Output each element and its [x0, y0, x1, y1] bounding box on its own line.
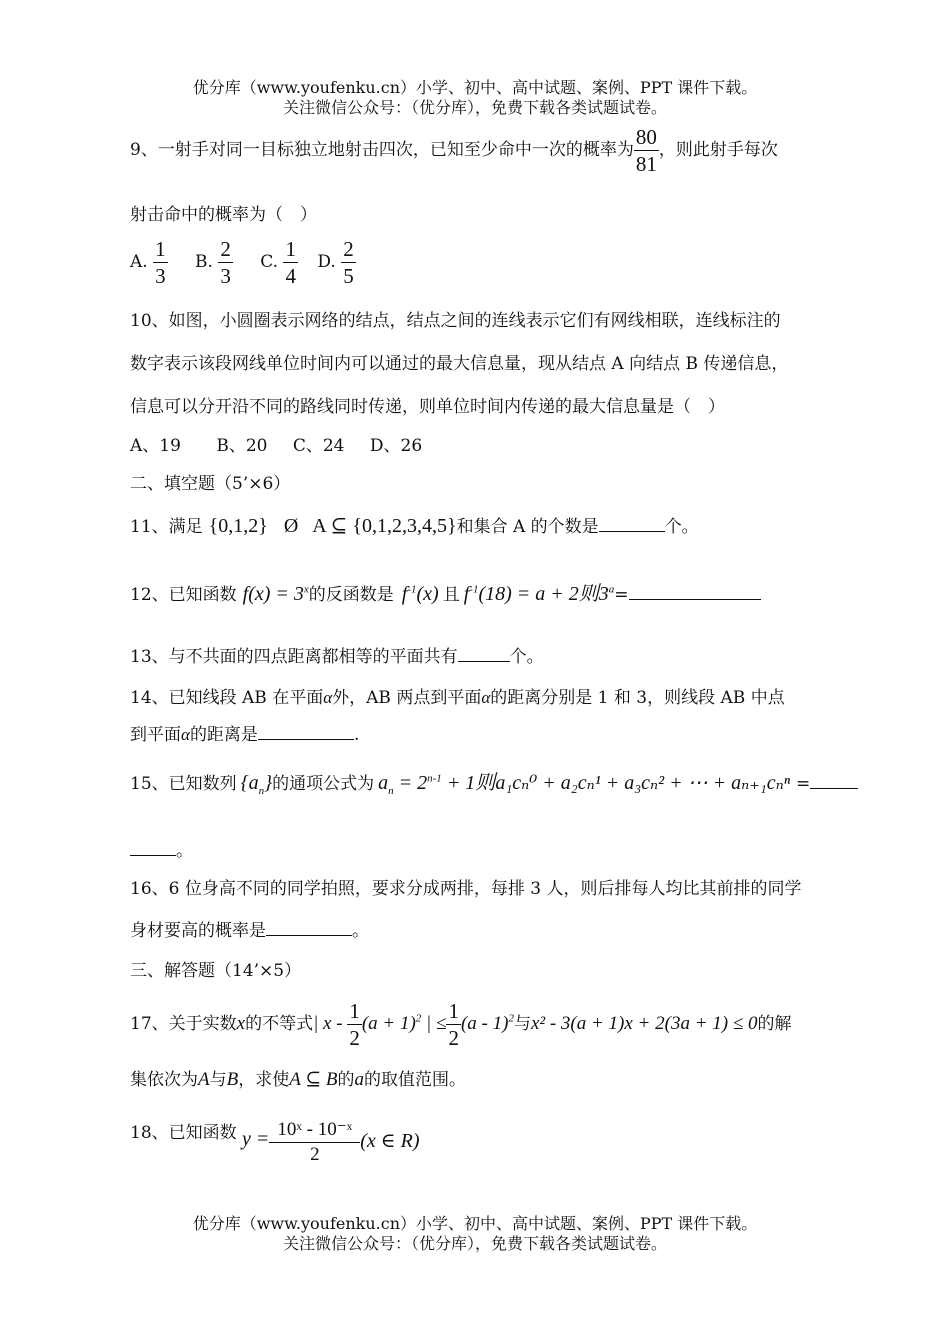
q14-text-d: 到平面 — [130, 725, 181, 745]
q9-option-c: C. $\frac{1}{4}$ — [260, 237, 296, 288]
q12-mid: 的反函数是 — [308, 585, 394, 605]
q17-prefix: 17、关于实数 — [130, 1013, 237, 1034]
q9-text-a: 9、一射手对同一目标独立地射击四次，已知至少命中一次的概率为 — [130, 140, 634, 160]
q10-option-d: D、26 — [369, 436, 423, 456]
q12-inverse: $f^{-1}(x)$ — [401, 583, 439, 605]
q13-answer-blank[interactable] — [458, 661, 510, 662]
question-16-line-1: 16、6 位身高不同的同学拍照，要求分成两排，每排 3 人，则后排每人均比其前排的同学 — [130, 879, 802, 899]
q13-end: 个。 — [509, 647, 544, 667]
q14-alpha-1: α — [323, 688, 333, 707]
q17-text-c: 的 — [337, 1070, 355, 1090]
q11-set-2: A ⊆ {0,1,2,3,4,5} — [312, 515, 457, 537]
q14-end: . — [353, 725, 360, 745]
q17-inequality-1: | x - $\frac{1}{2}$ $(a + 1)^2$ | ≤ $\frac{1}{2}$ (a - 1)$^2$ — [313, 999, 514, 1050]
question-9-options — [130, 236, 356, 289]
question-15-line-2 — [130, 836, 193, 861]
q17-text-a: 集依次为 — [130, 1070, 198, 1090]
question-13 — [130, 642, 544, 667]
q17-x: x — [236, 1012, 246, 1034]
q18-fraction: $\frac{\text{10ˣ - 10⁻ˣ}}{2}$ — [269, 1118, 360, 1167]
q17-text-b: ，求使 — [238, 1070, 290, 1090]
q15-sum: a₁cₙ⁰ + a₂cₙ¹ + a₃cₙ² + ⋯ + aₙ₊₁cₙⁿ — [495, 772, 791, 794]
section-3-title: 三、解答题（14’×5） — [130, 961, 302, 981]
header-line-2: 关注微信公众号：（优分库），免费下载各类试题试卷。 — [282, 98, 667, 117]
question-17-line-1 — [130, 998, 792, 1051]
q13-text: 13、与不共面的四点距离都相等的平面共有 — [130, 647, 458, 667]
q12-prefix: 12、已知函数 — [130, 585, 237, 605]
question-18 — [130, 1118, 419, 1167]
question-9-line-1 — [130, 124, 778, 177]
question-10-options — [130, 431, 422, 456]
footer-line-2: 关注微信公众号：（优分库），免费下载各类试题试卷。 — [282, 1234, 667, 1253]
q14-alpha-3: α — [181, 725, 190, 744]
q17-text-d: 的取值范围。 — [364, 1070, 467, 1090]
question-14-line-1 — [130, 683, 785, 708]
question-9-line-2: 射击命中的概率为（ ） — [130, 205, 317, 225]
q17-subset: A ⊆ B — [289, 1069, 338, 1090]
q11-suffix: 和集合 A 的个数是 — [456, 517, 599, 537]
question-17-line-2 — [130, 1065, 466, 1091]
question-16-line-2 — [130, 916, 369, 941]
q17-a: a — [354, 1069, 365, 1090]
q17-set-a: A — [198, 1069, 210, 1090]
q17-suffix: 的解 — [757, 1013, 792, 1034]
header-line-1: 优分库（www.youfenku.cn）小学、初中、高中试题、案例、PPT 课件下载。 — [192, 78, 758, 97]
q10-option-c: C、24 — [292, 436, 345, 456]
q15-sequence: $\{a_n\}$ — [240, 772, 273, 797]
q9-frac-num: 80 — [635, 125, 657, 149]
q17-yu: 与 — [209, 1070, 227, 1090]
q16-end: 。 — [352, 921, 369, 941]
question-10-line-3: 信息可以分开沿不同的路线同时传递，则单位时间内传递的最大信息量是（ ） — [130, 397, 725, 417]
q9-frac-den: 81 — [635, 152, 657, 176]
q11-prefix: 11、满足 — [130, 517, 203, 537]
q14-text-b: 外，AB 两点到平面 — [332, 688, 482, 708]
q18-domain: (x ∈ R) — [360, 1130, 420, 1152]
q17-and: 与 — [513, 1013, 531, 1034]
q14-text-a: 14、已知线段 AB 在平面 — [130, 688, 324, 708]
q18-y: y = — [242, 1128, 270, 1150]
q11-set-1: {0,1,2} — [208, 515, 268, 537]
footer-line-1: 优分库（www.youfenku.cn）小学、初中、高中试题、案例、PPT 课件下载。 — [192, 1214, 758, 1233]
q15-formula: $a_n = 2^{n-1} + 1$则a₁cₙ⁰ + a₂cₙ¹ + a₃cₙ² + ⋯ + aₙ₊₁cₙⁿ — [378, 772, 791, 797]
q15-prefix: 15、已知数列 — [130, 774, 237, 794]
q15-answer-blank-a[interactable] — [810, 788, 858, 789]
q14-answer-blank[interactable] — [258, 739, 354, 740]
question-14-line-2 — [130, 720, 359, 745]
q9-fraction — [634, 124, 659, 177]
q14-text-c: 的距离分别是 1 和 3，则线段 AB 中点 — [490, 688, 785, 708]
question-11 — [130, 512, 699, 538]
q11-symbol: Ø — [283, 515, 299, 537]
q16-text: 身材要高的概率是 — [130, 921, 266, 941]
q9-text-b: ，则此射手每次 — [658, 140, 778, 160]
q17-mid: 的不等式 — [245, 1013, 314, 1034]
q16-answer-blank[interactable] — [266, 935, 352, 936]
section-2-title: 二、填空题（5’×6） — [130, 474, 291, 494]
q17-inequality-2: x² - 3(a + 1)x + 2(3a + 1) ≤ 0 — [530, 1012, 758, 1034]
q17-set-b: B — [226, 1069, 239, 1090]
question-10-line-2: 数字表示该段网线单位时间内可以通过的最大信息量，现从结点 A 向结点 B 传递信息， — [130, 354, 789, 374]
q12-answer-blank[interactable] — [629, 599, 761, 600]
q10-option-b: B、20 — [216, 436, 268, 456]
q12-equals: = — [614, 585, 629, 605]
q9-option-a: A. $\frac{1}{3}$ — [130, 237, 166, 288]
q15-answer-blank-b[interactable] — [130, 855, 176, 856]
q10-option-a: A、19 — [130, 436, 181, 456]
q9-option-d: D. $\frac{2}{5}$ — [317, 237, 354, 288]
q15-mid: 的通项公式为 — [272, 774, 375, 794]
q12-condition: $f^{-1}(18) = a + 2$则3$^a$ — [463, 583, 615, 605]
question-12 — [130, 577, 761, 606]
q18-prefix: 18、已知函数 — [130, 1123, 237, 1143]
q12-function: $f(x) = 3^x$ — [242, 583, 309, 605]
q14-alpha-2: α — [481, 688, 491, 707]
q12-and: 且 — [442, 585, 460, 605]
question-10-line-1: 10、如图，小圆圈表示网络的结点，结点之间的连线表示它们有网线相联，连线标注的 — [130, 311, 781, 331]
q11-end: 个。 — [664, 517, 699, 537]
q15-equals: = — [796, 774, 811, 794]
q11-answer-blank[interactable] — [599, 531, 665, 532]
q14-text-e: 的距离是 — [189, 725, 258, 745]
q15-end: 。 — [176, 841, 193, 861]
q9-option-b: B. $\frac{2}{3}$ — [195, 237, 231, 288]
question-15 — [130, 766, 858, 797]
